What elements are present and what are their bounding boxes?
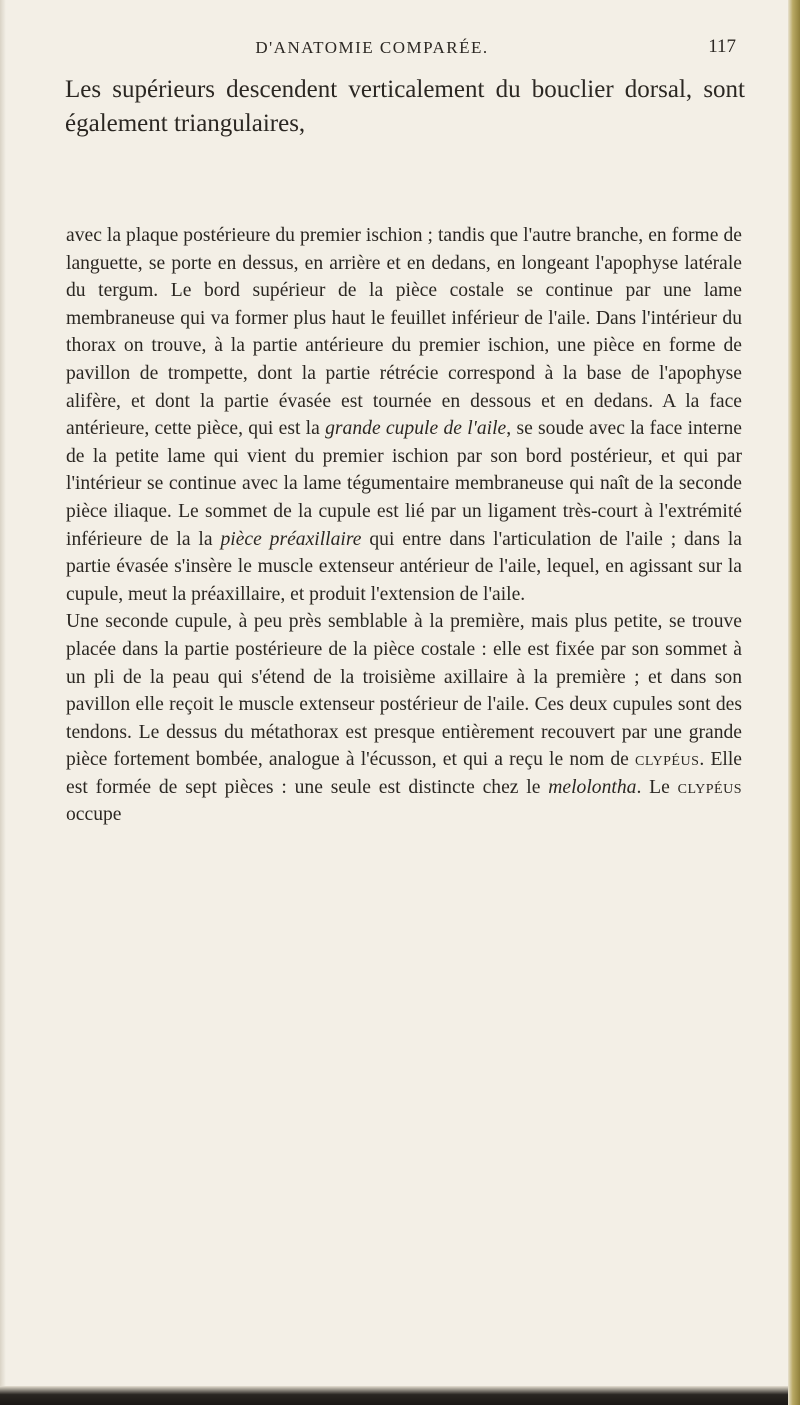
page-right-edge (788, 0, 800, 1405)
paragraph-1-text-a: avec la plaque postérieure du premier ischion ; tandis que l'autre branche, en forme de languette, se porte en dessus, en arrière et en dedans, en longeant l'apophyse latérale du tergum. Le bord supérieur de la pièce costale se continue par une lame membraneuse qui va former plus haut le feuillet inférieur de l'aile. Dans l'intérieur du thorax on trouve, à la partie antérieure du premier ischion, une pièce en forme de pavillon de trompette, dont la partie rétrécie correspond à la base de l'apophyse alifère, et dont la partie évasée est tournée en dessous et en dedans. A la face antérieure, cette pièce, qui est la (66, 225, 742, 440)
paragraph-1 (66, 222, 742, 608)
page-header (88, 38, 736, 68)
italic-term-piece-preaxillaire: pièce préaxillaire (220, 528, 362, 550)
paragraph-2-text-c: . Le (636, 776, 678, 798)
paragraph-2-text-a: Une seconde cupule, à peu près semblable à la première, mais plus petite, se trouve placée dans la partie postérieure de la pièce costale : elle est fixée par son sommet à un pli de la peau qui s'étend de la troisième axillaire à la première ; et dans son pavillon elle reçoit le muscle extenseur postérieur de l'aile. Ces deux cupules sont des tendons. Le dessus du métathorax est presque entièrement recouvert par une grande pièce fortement bombée, analogue à l'écusson, et qui a reçu le nom de (66, 611, 742, 771)
running-head: D'ANATOMIE COMPARÉE. (255, 38, 489, 57)
page-number: 117 (708, 36, 736, 57)
paragraph-2-text-b: . Elle est formée de sept pièces : une seule est distincte chez le (66, 749, 742, 798)
body-text (66, 222, 742, 829)
paragraph-2-text-d: occupe (66, 804, 122, 826)
page-left-edge (0, 0, 6, 1405)
smallcaps-term-clypeus-1: clypéus (635, 749, 700, 771)
paragraph-1-text-b: , se soude avec la face interne de la petite lame qui vient du premier ischion par son bord postérieur, et qui par l'intérieur se continue avec la lame tégumentaire membraneuse qui naît de la seconde pièce iliaque. Le sommet de la cupule est lié par un ligament très-court à l'extrémité inférieure de la la (66, 418, 742, 550)
italic-term-grande-cupule: grande cupule de l'aile (325, 418, 507, 440)
smallcaps-term-clypeus-2: clypéus (677, 776, 742, 798)
page-bottom-edge (0, 1386, 788, 1405)
lead-sentence: Les supérieurs descendent verticalement du bouclier dorsal, sont également triangulaires, (65, 76, 745, 137)
italic-term-melolontha: melolontha (548, 776, 637, 798)
paragraph-1-text-c: qui entre dans l'articulation de l'aile ; dans la partie évasée s'insère le muscle extenseur antérieur de l'aile, lequel, en agissant sur la cupule, meut la préaxillaire, et produit l'extension de l'aile. (66, 528, 742, 605)
paragraph-2 (66, 608, 742, 829)
